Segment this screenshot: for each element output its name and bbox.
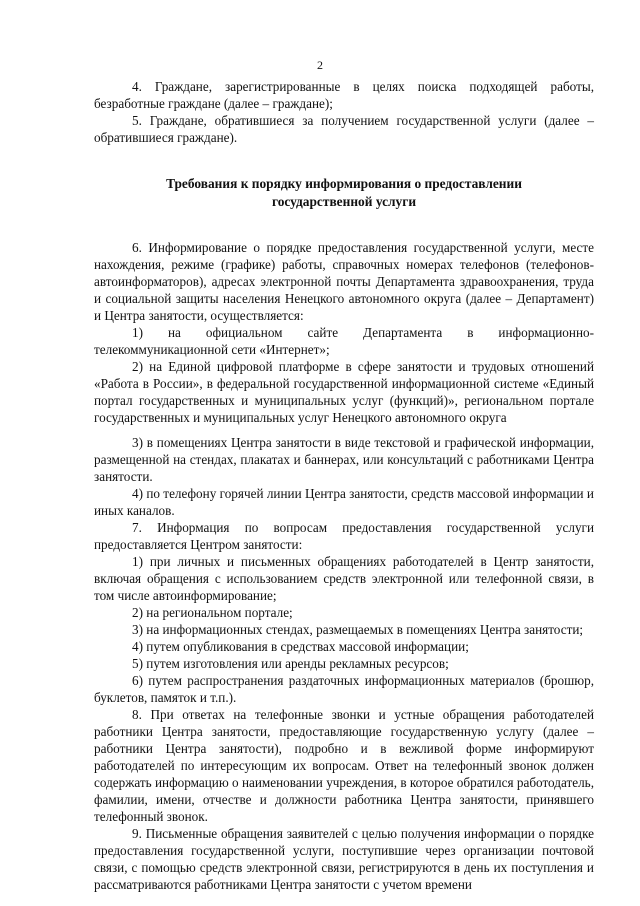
page-number: 2 [317,58,323,72]
paragraph-7-item-3: 3) на информационных стендах, размещаемых в помещениях Центра занятости; [132,622,584,637]
paragraph-8: 8. При ответах на телефонные звонки и устные обращения работодателей работники Центра занятости, предоставляющие государственную услугу (далее – работники Центра занятости), подробно и в вежливой форме информируют работодателей по интересующим их вопросам. Ответ на телефонный звонок должен содержать информацию о наименовании учреждения, в которое обратился работодатель, фамилии, имени, отчестве и должности работника Центра занятости, принявшего телефонный звонок. [94,707,594,824]
paragraph-6-item-1: 1) на официальном сайте Департамента в информационно-телекоммуникационной сети «Интернет»; [94,325,594,357]
paragraph-9: 9. Письменные обращения заявителей с целью получения информации о порядке предоставления государственной услуги, поступившие через организации почтовой связи, с помощью средств электронной связи, регистрируются в день их поступления и рассматриваются работниками Центра занятости с учетом времени [94,826,594,892]
paragraph-6-item-2: 2) на Единой цифровой платформе в сфере занятости и трудовых отношений «Работа в России», в федеральной государственной информационной системе «Единый портал государственных и муниципальных услуг (функций)», региональном портале государственных и муниципальных услуг Ненецкого автономного округа [94,359,594,425]
paragraph-7-item-2: 2) на региональном портале; [132,605,293,620]
paragraph-7-item-4: 4) путем опубликования в средствах массовой информации; [132,639,469,654]
document-body [94,78,594,893]
paragraph-5-applicants: 5. Граждане, обратившиеся за получением государственной услуги (далее – обратившиеся граждане). [94,113,594,145]
paragraph-7-item-1: 1) при личных и письменных обращениях работодателей в Центр занятости, включая обращения с использованием средств электронной или телефонной связи, в том числе автоинформирование; [94,554,594,603]
paragraph-7-item-6: 6) путем распространения раздаточных информационных материалов (брошюр, буклетов, памяток и т.п.). [94,673,594,705]
paragraph-7-item-5: 5) путем изготовления или аренды рекламных ресурсов; [132,656,449,671]
paragraph-7: 7. Информация по вопросам предоставления государственной услуги предоставляется Центром занятости: [94,520,594,552]
paragraph-6: 6. Информирование о порядке предоставления государственной услуги, месте нахождения, режиме (графике) работы, справочных номерах телефонов (телефонов-автоинформаторов), адресах электронной почты Департамента здравоохранения, труда и социальной защиты населения Ненецкого автономного округа (далее – Департамент) и Центра занятости, осуществляется: [94,240,594,323]
paragraph-6-item-4: 4) по телефону горячей линии Центра занятости, средств массовой информации и иных каналов. [94,486,594,518]
paragraph-6-item-3: 3) в помещениях Центра занятости в виде текстовой и графической информации, размещенной на стендах, плакатах и баннерах, или консультаций с работниками Центра занятости. [94,435,594,484]
section-heading [94,175,594,211]
paragraph-4-citizens: 4. Граждане, зарегистрированные в целях поиска подходящей работы, безработные граждане (далее – граждане); [94,79,594,111]
section-heading-line-2: государственной услуги [271,194,417,209]
section-heading-line-1: Требования к порядку информирования о предоставлении [166,176,522,191]
